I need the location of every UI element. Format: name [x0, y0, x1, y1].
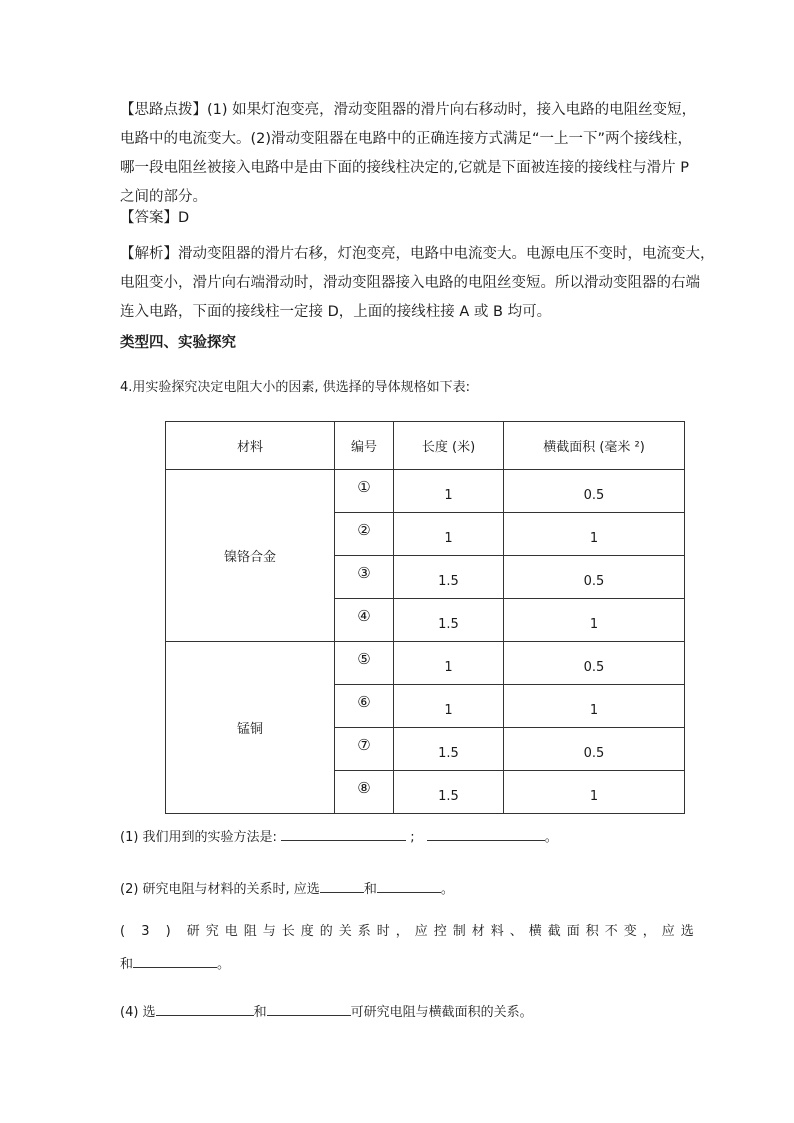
hint-line: 之间的部分。 [120, 189, 207, 205]
area-cell [504, 513, 685, 556]
length-cell [394, 470, 504, 513]
subquestion-text: (4) 选 [120, 1005, 156, 1020]
end-text: 。 [544, 830, 558, 845]
id-label: ⑤ [357, 650, 371, 668]
length-value: 1.5 [438, 616, 459, 632]
id-cell [335, 513, 394, 556]
answer-blank[interactable] [133, 953, 217, 968]
id-label: ② [357, 521, 371, 539]
area-cell [504, 728, 685, 771]
subquestion-4 [120, 1001, 533, 1023]
area-cell [504, 685, 685, 728]
subquestion-text: (1) 我们用到的实验方法是: [120, 830, 282, 845]
length-value: 1.5 [438, 788, 459, 804]
area-value: 1 [589, 788, 599, 804]
answer-blank[interactable] [156, 1001, 254, 1016]
section-heading: 类型四、实验探究 [120, 335, 236, 351]
answer-blank[interactable] [281, 826, 406, 841]
id-label: ⑧ [357, 779, 371, 797]
area-cell [504, 556, 685, 599]
length-cell [394, 599, 504, 642]
header-cell-area: 横截面积 (毫米 ²) [504, 422, 685, 470]
length-cell [394, 642, 504, 685]
separator-text: ; [410, 830, 415, 845]
id-cell [335, 728, 394, 771]
question-stem: 4.用实验探究决定电阻大小的因素, 供选择的导体规格如下表: [120, 380, 471, 395]
length-value: 1 [444, 530, 453, 546]
analysis-paragraph [120, 240, 715, 327]
length-cell [394, 771, 504, 814]
table-row [166, 642, 685, 685]
length-cell [394, 728, 504, 771]
id-label: ① [357, 478, 371, 496]
length-value: 1 [444, 487, 453, 503]
end-text: 可研究电阻与横截面积的关系。 [350, 1005, 533, 1020]
connector-text: 和 [363, 882, 377, 897]
length-value: 1 [444, 659, 453, 675]
hint-line: 哪一段电阻丝被接入电路中是由下面的接线柱决定的,它就是下面被连接的接线柱与滑片 P [120, 160, 689, 176]
end-text: 。 [440, 882, 454, 897]
material-cell: 镍铬合金 [166, 470, 335, 642]
length-value: 1.5 [438, 573, 459, 589]
area-cell [504, 599, 685, 642]
id-label: ⑦ [357, 736, 371, 754]
header-cell-length: 长度 (米) [394, 422, 504, 470]
length-value: 1.5 [438, 745, 459, 761]
header-cell-id: 编号 [335, 422, 394, 470]
area-value: 1 [589, 616, 599, 632]
answer-blank[interactable] [320, 878, 364, 893]
table-header-row [166, 422, 685, 470]
answer-line: 【答案】D [120, 210, 190, 226]
analysis-line: 连入电路，下面的接线柱一定接 D，上面的接线柱接 A 或 B 均可。 [120, 304, 552, 320]
subquestion-text: (2) 研究电阻与材料的关系时, 应选 [120, 882, 320, 897]
id-cell [335, 599, 394, 642]
answer-blank[interactable] [427, 826, 545, 841]
id-label: ④ [357, 607, 371, 625]
id-cell [335, 556, 394, 599]
area-cell [504, 642, 685, 685]
id-cell [335, 470, 394, 513]
area-value: 0.5 [583, 487, 605, 503]
area-value: 1 [589, 530, 599, 546]
area-value: 0.5 [583, 659, 605, 675]
length-cell [394, 513, 504, 556]
id-label: ③ [357, 564, 371, 582]
subquestion-2 [120, 878, 454, 900]
area-value: 0.5 [583, 573, 605, 589]
length-cell [394, 685, 504, 728]
subquestion-1 [120, 826, 558, 848]
subquestion-3-line2 [120, 953, 230, 975]
id-cell [335, 642, 394, 685]
area-cell [504, 771, 685, 814]
answer-blank[interactable] [267, 1001, 351, 1016]
hint-line: 【思路点拨】(1) 如果灯泡变亮，滑动变阻器的滑片向右移动时，接入电路的电阻丝变短， [120, 102, 697, 118]
length-cell [394, 556, 504, 599]
header-cell-material: 材料 [166, 422, 335, 470]
table-row [166, 470, 685, 513]
answer-blank[interactable] [377, 878, 441, 893]
area-value: 1 [589, 702, 599, 718]
answer-paragraph [120, 204, 680, 233]
subquestion-3-line1: ( 3 ) 研究电阻与长度的关系时，应控制材料、横截面积不变，应选 [120, 924, 700, 939]
analysis-line: 【解析】滑动变阻器的滑片右移，灯泡变亮，电路中电流变大。电源电压不变时，电流变大， [120, 246, 715, 262]
length-value: 1 [444, 702, 453, 718]
hint-paragraph [120, 96, 697, 212]
connector-text: 和 [120, 957, 134, 972]
material-cell: 锰铜 [166, 642, 335, 814]
conductor-spec-table [165, 421, 685, 814]
hint-line: 电路中的电流变大。(2)滑动变阻器在电路中的正确连接方式满足“一上一下”两个接线柱， [120, 131, 693, 147]
area-cell [504, 470, 685, 513]
id-label: ⑥ [357, 693, 371, 711]
analysis-line: 电阻变小，滑片向右端滑动时，滑动变阻器接入电路的电阻丝变短。所以滑动变阻器的右端 [120, 275, 700, 291]
area-value: 0.5 [583, 745, 605, 761]
id-cell [335, 685, 394, 728]
end-text: 。 [217, 957, 231, 972]
id-cell [335, 771, 394, 814]
connector-text: 和 [253, 1005, 267, 1020]
